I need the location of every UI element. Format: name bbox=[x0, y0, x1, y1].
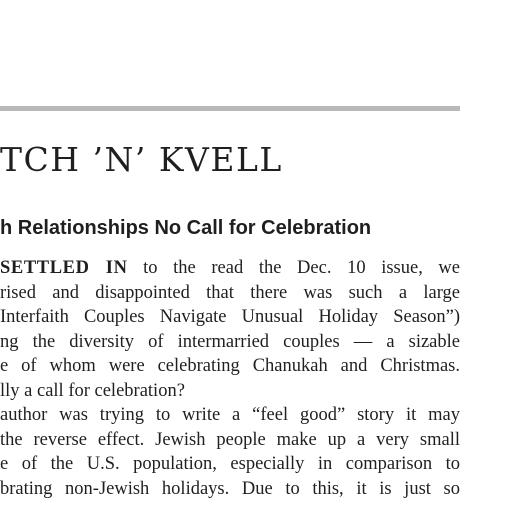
lead-in-text: SETTLED IN bbox=[0, 258, 128, 278]
letter-headline: h Relationships No Call for Celebration bbox=[0, 217, 372, 239]
letter-line-text: to the read the Dec. 10 issue, we bbox=[127, 258, 460, 278]
letter-line: brating non-Jewish holidays. Due to this, it is just so bbox=[0, 478, 460, 499]
letter-line bbox=[0, 256, 460, 281]
letter-line: lly a call for celebration? bbox=[0, 380, 185, 401]
letter-line: rised and disappointed that there was such a large bbox=[0, 282, 460, 303]
letter-body bbox=[0, 256, 460, 501]
letter-line: author was trying to write a “feel good” story it may bbox=[0, 405, 460, 425]
letter-line: the reverse effect. Jewish people make up a very small bbox=[0, 429, 460, 450]
letter-line: Interfaith Couples Navigate Unusual Holiday Season”) bbox=[0, 307, 460, 327]
section-divider-rule bbox=[0, 106, 460, 111]
letter-line: e of the U.S. population, especially in comparison to bbox=[0, 454, 460, 474]
letter-line: ng the diversity of intermarried couples — a sizable bbox=[0, 331, 460, 352]
letter-line: e of whom were celebrating Chanukah and Christmas. bbox=[0, 356, 460, 376]
section-title: TCH ’N’ KVELL bbox=[0, 140, 283, 179]
